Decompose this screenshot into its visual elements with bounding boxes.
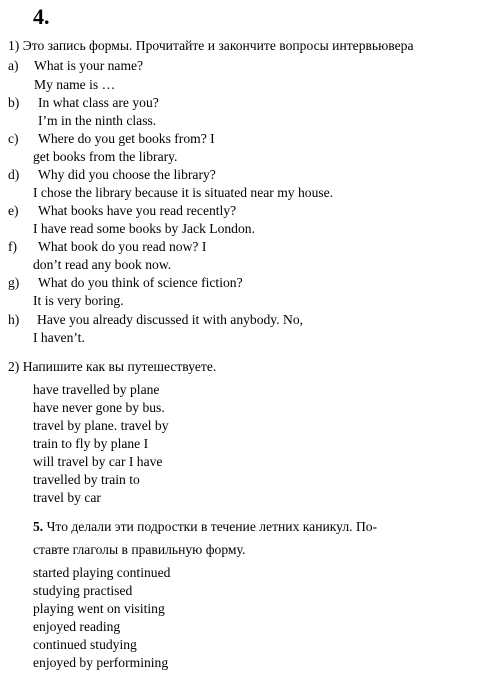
item-question-g: What do you think of science fiction? <box>38 275 243 290</box>
task-2-line: travelled by train to <box>33 472 140 487</box>
item-letter-c: c) <box>8 131 19 146</box>
section-5-line: playing went on visiting <box>33 601 165 616</box>
task-2-line: have never gone by bus. <box>33 400 165 415</box>
section-5-number: 5. <box>33 519 44 534</box>
item-letter-e: e) <box>8 203 19 218</box>
task-1-heading: 1) Это запись формы. Прочитайте и закончите вопросы интервьювера <box>8 38 414 53</box>
item-letter-f: f) <box>8 239 18 254</box>
item-answer-f: don’t read any book now. <box>33 257 172 272</box>
item-question-d: Why did you choose the library? <box>38 167 216 182</box>
task-2-line: train to fly by plane I <box>33 436 149 451</box>
item-question-f: What book do you read now? I <box>38 239 207 254</box>
item-question-e: What books have you read recently? <box>38 203 237 218</box>
section-5-line: started playing continued <box>33 565 171 580</box>
task-2-line: will travel by car I have <box>33 454 163 469</box>
item-answer-d: I chose the library because it is situated near my house. <box>33 185 334 200</box>
section-5-line: studying practised <box>33 583 133 598</box>
task-2-line: travel by plane. travel by <box>33 418 169 433</box>
item-question-a: What is your name? <box>34 58 144 73</box>
item-question-h: Have you already discussed it with anybody. No, <box>37 312 304 327</box>
item-question-c: Where do you get books from? I <box>38 131 215 146</box>
item-answer-c: get books from the library. <box>33 149 178 164</box>
section-5-line: enjoyed reading <box>33 619 121 634</box>
task-2-line: have travelled by plane <box>33 382 160 397</box>
item-answer-e: I have read some books by Jack London. <box>33 221 255 236</box>
item-letter-a: a) <box>8 58 19 73</box>
section-4-number: 4. <box>33 4 50 29</box>
item-letter-d: d) <box>8 167 20 182</box>
item-answer-g: It is very boring. <box>33 293 124 308</box>
section-5-line: enjoyed by performining <box>33 655 169 670</box>
item-letter-b: b) <box>8 95 20 110</box>
item-question-b: In what class are you? <box>38 95 159 110</box>
section-5-instruction-line-2: ставте глаголы в правильную форму. <box>33 542 246 557</box>
item-answer-h: I haven’t. <box>33 330 85 345</box>
section-5-instruction-line-1 <box>33 520 377 534</box>
item-answer-b: I’m in the ninth class. <box>38 113 157 128</box>
item-letter-h: h) <box>8 312 20 327</box>
section-5-line: continued studying <box>33 637 137 652</box>
task-2-heading: 2) Напишите как вы путешествуете. <box>8 359 217 374</box>
item-answer-a: My name is … <box>34 77 116 92</box>
section-5-instruction-text: Что делали эти подростки в течение летних каникул. По- <box>43 519 378 534</box>
item-letter-g: g) <box>8 275 20 290</box>
task-2-line: travel by car <box>33 490 101 505</box>
